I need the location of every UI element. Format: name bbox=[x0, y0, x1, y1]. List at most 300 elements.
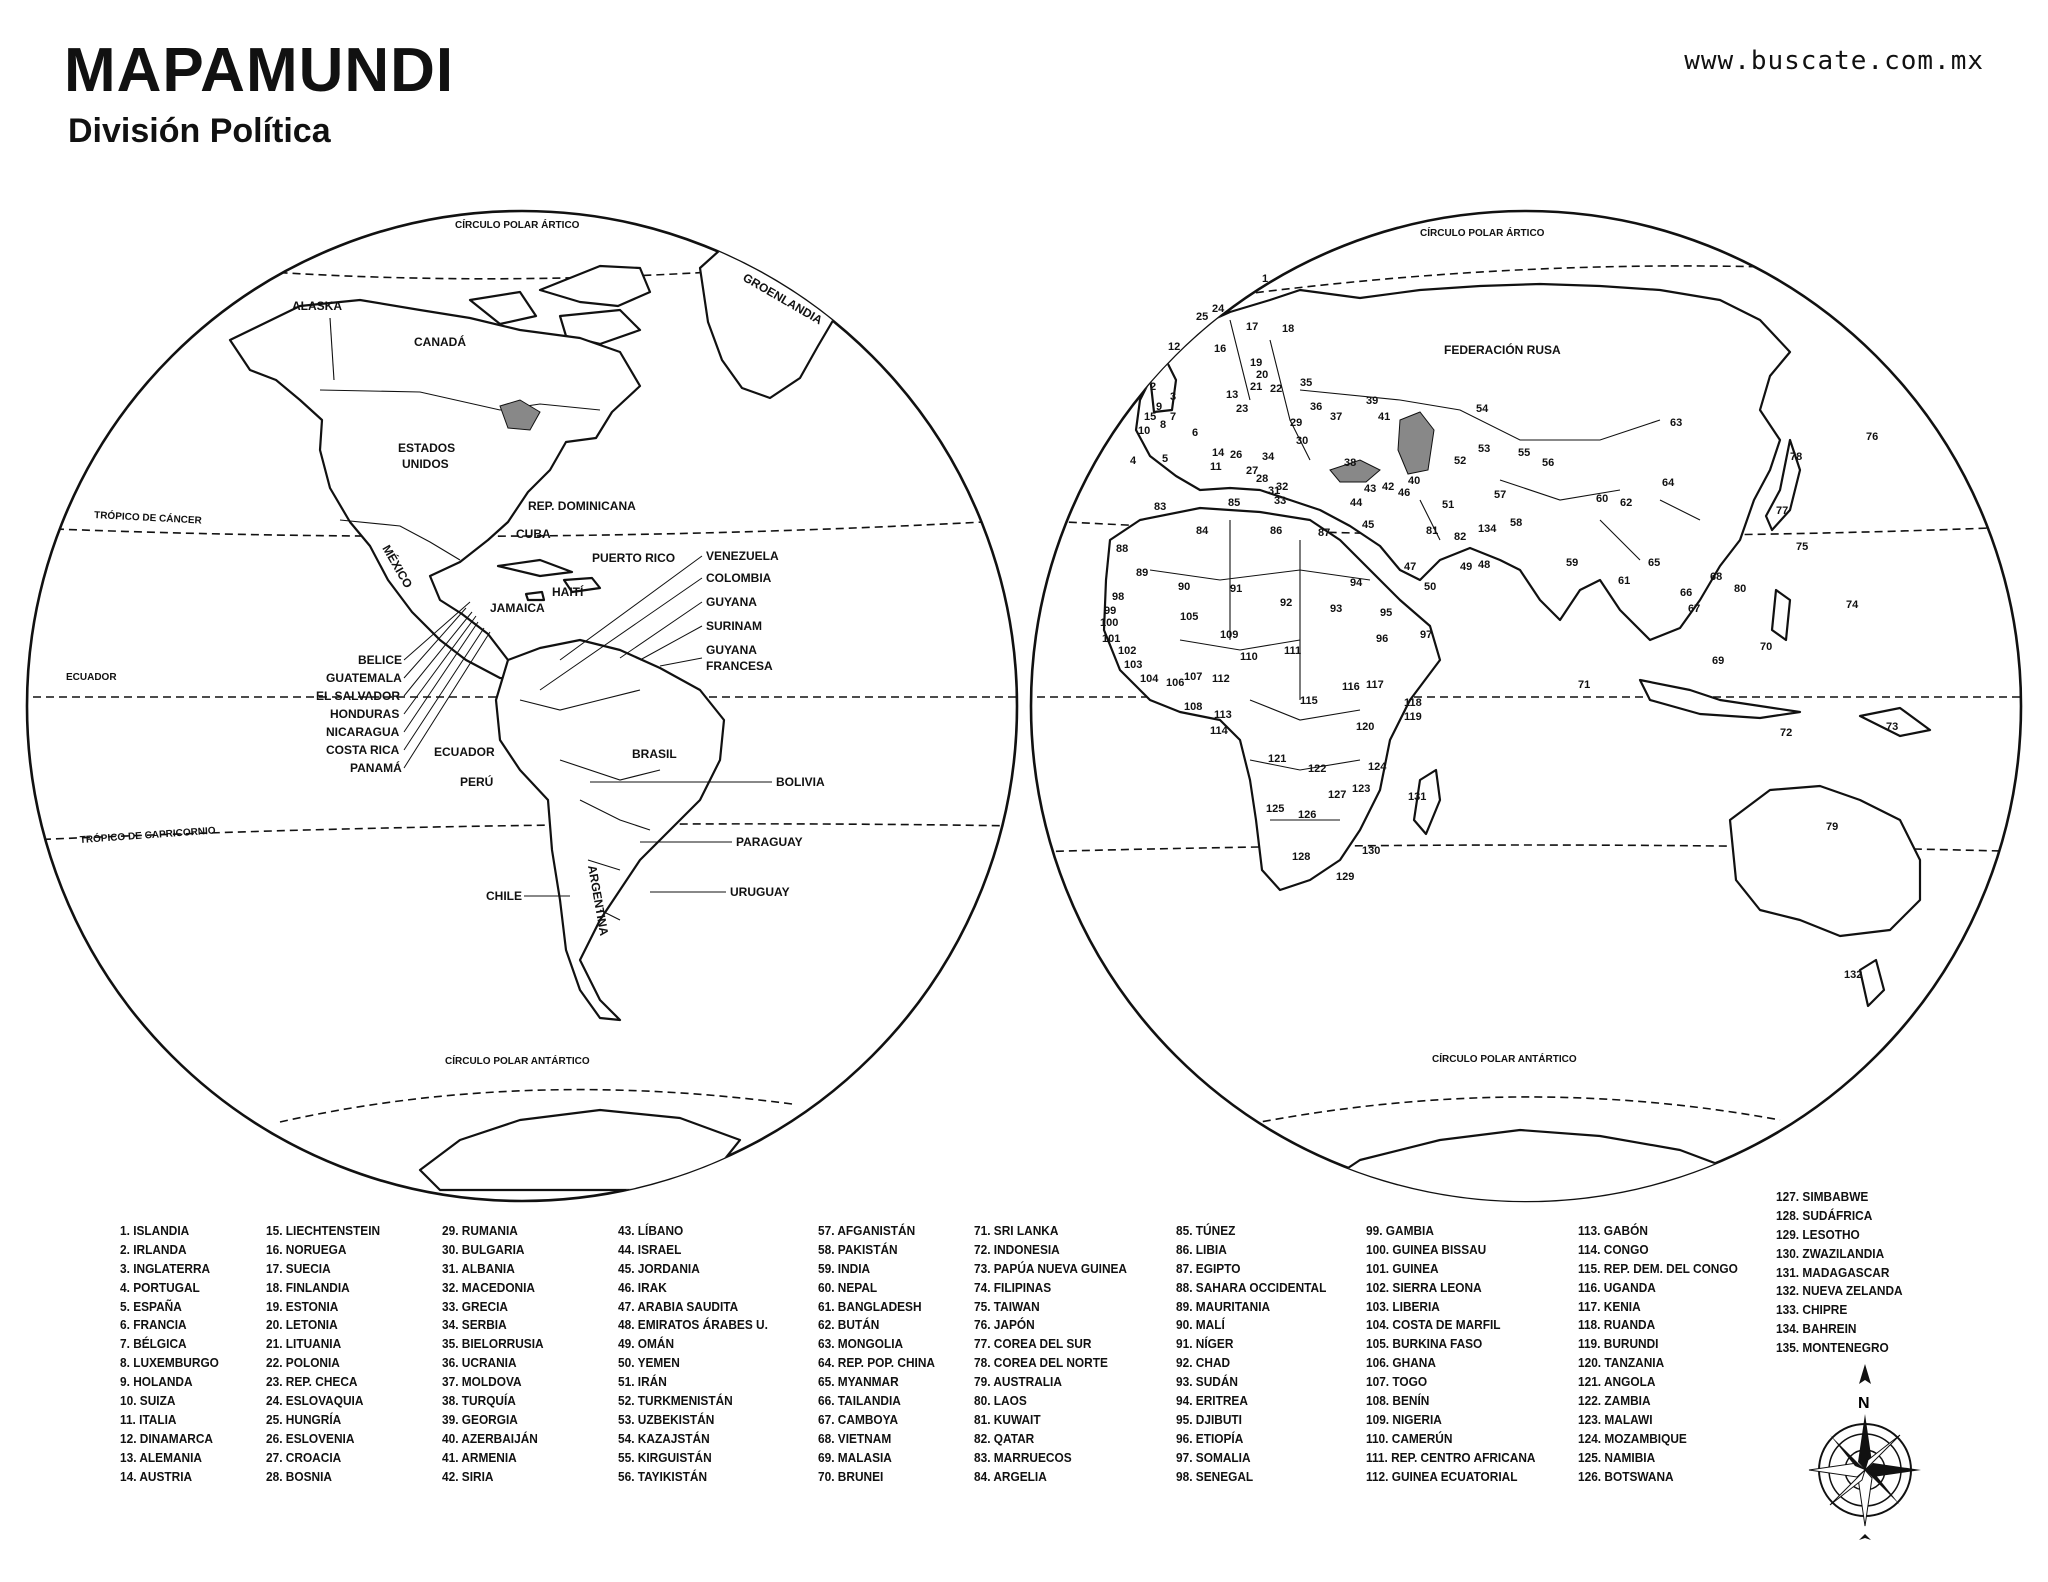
country-number-marker: 94 bbox=[1350, 577, 1363, 589]
country-number-marker: 16 bbox=[1214, 343, 1227, 355]
north-america-shape bbox=[230, 300, 640, 680]
legend-item: 61. BANGLADESH bbox=[818, 1298, 922, 1314]
country-number-marker: 53 bbox=[1478, 443, 1491, 455]
legend-item: 130. ZWAZILANDIA bbox=[1776, 1245, 1885, 1261]
colombia-label: COLOMBIA bbox=[706, 571, 772, 585]
legend-item: 36. UCRANIA bbox=[442, 1355, 517, 1371]
legend-item: 37. MOLDOVA bbox=[442, 1374, 522, 1390]
country-number-marker: 37 bbox=[1330, 411, 1343, 423]
french-guiana-label-line2: FRANCESA bbox=[706, 659, 773, 673]
legend-item: 26. ESLOVENIA bbox=[266, 1430, 355, 1446]
country-number-marker: 55 bbox=[1518, 447, 1531, 459]
country-number-marker: 1 bbox=[1262, 273, 1269, 285]
country-number-marker: 9 bbox=[1156, 401, 1163, 413]
country-number-marker: 58 bbox=[1510, 517, 1523, 529]
country-number-marker: 85 bbox=[1228, 497, 1241, 509]
country-number-marker: 122 bbox=[1308, 763, 1327, 775]
legend-item: 41. ARMENIA bbox=[442, 1449, 517, 1465]
legend-item: 75. TAIWAN bbox=[974, 1298, 1040, 1314]
guatemala-label: GUATEMALA bbox=[326, 671, 402, 685]
country-number-marker: 47 bbox=[1404, 561, 1417, 573]
belize-label: BELICE bbox=[358, 653, 403, 667]
legend-item: 47. ARABIA SAUDITA bbox=[618, 1298, 739, 1314]
legend-item: 25. HUNGRÍA bbox=[266, 1411, 342, 1427]
legend-item: 9. HOLANDA bbox=[120, 1374, 193, 1390]
compass-rose-icon bbox=[1800, 1362, 1930, 1542]
country-number-marker: 110 bbox=[1240, 651, 1258, 663]
country-number-marker: 4 bbox=[1130, 455, 1137, 467]
legend-item: 65. MYANMAR bbox=[818, 1374, 899, 1390]
country-number-marker: 13 bbox=[1226, 389, 1239, 401]
country-number-marker: 127 bbox=[1328, 789, 1347, 801]
legend-item: 4. PORTUGAL bbox=[120, 1279, 200, 1295]
legend-item: 102. SIERRA LEONA bbox=[1366, 1279, 1482, 1295]
legend-item: 122. ZAMBIA bbox=[1578, 1393, 1651, 1409]
country-number-marker: 69 bbox=[1712, 655, 1725, 667]
legend-item: 95. DJIBUTI bbox=[1176, 1411, 1242, 1427]
country-number-marker: 96 bbox=[1376, 633, 1389, 645]
legend-item: 101. GUINEA bbox=[1366, 1260, 1439, 1276]
guyana-label: GUYANA bbox=[706, 595, 757, 609]
country-number-marker: 62 bbox=[1620, 497, 1633, 509]
country-number-marker: 25 bbox=[1196, 311, 1209, 323]
country-number-marker: 131 bbox=[1408, 791, 1427, 803]
country-number-marker: 89 bbox=[1136, 567, 1149, 579]
country-number-marker: 20 bbox=[1256, 369, 1269, 381]
legend-item: 49. OMÁN bbox=[618, 1336, 675, 1352]
uruguay-label: URUGUAY bbox=[730, 885, 790, 899]
greenland-label: GROENLANDIA bbox=[740, 270, 825, 328]
paraguay-label: PARAGUAY bbox=[736, 835, 803, 849]
country-number-marker: 75 bbox=[1796, 541, 1809, 553]
country-number-marker: 10 bbox=[1138, 425, 1151, 437]
legend-item: 20. LETONIA bbox=[266, 1317, 338, 1333]
philippines-shape bbox=[1772, 590, 1790, 640]
country-number-marker: 60 bbox=[1596, 493, 1609, 505]
legend-column-2 bbox=[266, 1222, 380, 1486]
legend-item: 32. MACEDONIA bbox=[442, 1279, 535, 1295]
country-number-marker: 120 bbox=[1356, 721, 1375, 733]
legend-item: 85. TÚNEZ bbox=[1176, 1223, 1236, 1238]
country-number-marker: 77 bbox=[1776, 505, 1789, 517]
country-number-marker: 128 bbox=[1292, 851, 1311, 863]
legend-item: 113. GABÓN bbox=[1578, 1223, 1648, 1238]
legend-item: 23. REP. CHECA bbox=[266, 1374, 358, 1390]
legend-item: 117. KENIA bbox=[1578, 1298, 1641, 1314]
country-number-marker: 82 bbox=[1454, 531, 1467, 543]
legend-item: 21. LITUANIA bbox=[266, 1336, 342, 1352]
legend-column-6 bbox=[974, 1222, 1127, 1486]
legend-item: 29. RUMANIA bbox=[442, 1223, 518, 1238]
legend-item: 16. NORUEGA bbox=[266, 1241, 347, 1257]
legend-item: 92. CHAD bbox=[1176, 1355, 1231, 1371]
country-number-marker: 72 bbox=[1780, 727, 1793, 739]
country-number-marker: 101 bbox=[1102, 633, 1121, 645]
country-number-marker: 11 bbox=[1210, 461, 1222, 473]
country-number-marker: 79 bbox=[1826, 821, 1839, 833]
country-number-marker: 73 bbox=[1886, 721, 1899, 733]
legend-item: 22. POLONIA bbox=[266, 1355, 340, 1371]
tropic-capricorn-label: TRÓPICO DE CAPRICORNIO bbox=[79, 825, 217, 846]
legend-item: 84. ARGELIA bbox=[974, 1468, 1047, 1484]
legend-item: 114. CONGO bbox=[1578, 1241, 1649, 1257]
legend-item: 44. ISRAEL bbox=[618, 1241, 682, 1257]
legend-item: 105. BURKINA FASO bbox=[1366, 1336, 1483, 1352]
legend-item: 126. BOTSWANA bbox=[1578, 1468, 1674, 1484]
country-number-marker: 18 bbox=[1282, 323, 1295, 335]
argentina-label: ARGENTINA bbox=[585, 864, 612, 937]
country-number-marker: 129 bbox=[1336, 871, 1355, 883]
iceland-shape bbox=[1120, 282, 1156, 300]
legend-item: 134. BAHREIN bbox=[1776, 1321, 1857, 1337]
country-number-marker: 90 bbox=[1178, 581, 1191, 593]
legend-item: 73. PAPÚA NUEVA GUINEA bbox=[974, 1260, 1127, 1276]
legend-column-10 bbox=[1776, 1188, 1903, 1358]
legend-item: 63. MONGOLIA bbox=[818, 1336, 904, 1352]
legend-item: 77. COREA DEL SUR bbox=[974, 1336, 1092, 1352]
legend-item: 132. NUEVA ZELANDA bbox=[1776, 1283, 1903, 1299]
country-number-marker: 103 bbox=[1124, 659, 1143, 671]
country-number-marker: 68 bbox=[1710, 571, 1723, 583]
french-guiana-label-line1: GUYANA bbox=[706, 643, 757, 657]
indonesia-shape bbox=[1640, 680, 1800, 718]
usa-label-line2: UNIDOS bbox=[402, 457, 449, 471]
ecuador-country-label: ECUADOR bbox=[434, 745, 495, 759]
panama-label: PANAMÁ bbox=[350, 761, 402, 775]
legend-item: 10. SUIZA bbox=[120, 1393, 176, 1409]
legend-item: 30. BULGARIA bbox=[442, 1241, 525, 1257]
equator-label-west: ECUADOR bbox=[66, 672, 117, 683]
country-number-marker: 65 bbox=[1648, 557, 1661, 569]
legend-item: 120. TANZANIA bbox=[1578, 1355, 1665, 1371]
legend-item: 62. BUTÁN bbox=[818, 1317, 880, 1333]
legend-item: 40. AZERBAIJÁN bbox=[442, 1430, 538, 1446]
country-number-marker: 52 bbox=[1454, 455, 1467, 467]
peru-label: PERÚ bbox=[460, 775, 494, 789]
legend-item: 68. VIETNAM bbox=[818, 1430, 892, 1446]
legend-item: 54. KAZAJSTÁN bbox=[618, 1430, 710, 1446]
country-number-marker: 61 bbox=[1618, 575, 1631, 587]
legend-item: 45. JORDANIA bbox=[618, 1260, 700, 1276]
new-zealand-shape bbox=[1860, 960, 1884, 1006]
legend-item: 76. JAPÓN bbox=[974, 1317, 1035, 1333]
dominican-republic-label: REP. DOMINICANA bbox=[528, 499, 636, 513]
jamaica-label: JAMAICA bbox=[490, 601, 545, 615]
country-number-marker: 7 bbox=[1170, 411, 1177, 423]
cuba-label: CUBA bbox=[516, 527, 551, 541]
legend-item: 86. LIBIA bbox=[1176, 1241, 1227, 1257]
country-number-marker: 81 bbox=[1426, 525, 1439, 537]
legend-item: 69. MALASIA bbox=[818, 1449, 892, 1465]
mexico-label: MÉXICO bbox=[379, 542, 416, 591]
legend-item: 128. SUDÁFRICA bbox=[1776, 1207, 1873, 1223]
legend-item: 59. INDIA bbox=[818, 1260, 871, 1276]
bolivia-label: BOLIVIA bbox=[776, 775, 825, 789]
country-number-marker: 24 bbox=[1212, 303, 1225, 315]
country-number-marker: 116 bbox=[1342, 681, 1360, 693]
country-number-marker: 8 bbox=[1160, 419, 1167, 431]
legend-item: 46. IRAK bbox=[618, 1279, 667, 1295]
legend-item: 118. RUANDA bbox=[1578, 1317, 1656, 1333]
country-number-marker: 19 bbox=[1250, 357, 1263, 369]
legend-item: 38. TURQUÍA bbox=[442, 1393, 516, 1409]
country-number-marker: 36 bbox=[1310, 401, 1323, 413]
legend-item: 28. BOSNIA bbox=[266, 1468, 332, 1484]
country-number-marker: 44 bbox=[1350, 497, 1363, 509]
legend-item: 96. ETIOPÍA bbox=[1176, 1430, 1244, 1446]
country-number-marker: 114 bbox=[1210, 725, 1228, 737]
legend-item: 50. YEMEN bbox=[618, 1355, 680, 1371]
country-number-marker: 92 bbox=[1280, 597, 1293, 609]
country-number-marker: 111 bbox=[1284, 645, 1302, 657]
legend-item: 71. SRI LANKA bbox=[974, 1223, 1059, 1238]
country-number-marker: 22 bbox=[1270, 383, 1283, 395]
country-number-marker: 83 bbox=[1154, 501, 1167, 513]
country-number-marker: 2 bbox=[1150, 381, 1157, 393]
legend-item: 88. SAHARA OCCIDENTAL bbox=[1176, 1279, 1327, 1295]
legend-item: 115. REP. DEM. DEL CONGO bbox=[1578, 1260, 1738, 1276]
country-number-marker: 86 bbox=[1270, 525, 1283, 537]
legend-item: 90. MALÍ bbox=[1176, 1317, 1225, 1333]
antarctica-east-shape bbox=[1300, 1130, 1800, 1210]
country-number-marker: 48 bbox=[1478, 559, 1491, 571]
country-number-marker: 107 bbox=[1184, 671, 1203, 683]
country-number-marker: 57 bbox=[1494, 489, 1507, 501]
legend-item: 57. AFGANISTÁN bbox=[818, 1223, 916, 1238]
cuba-shape bbox=[498, 560, 572, 576]
country-number-marker: 54 bbox=[1476, 403, 1489, 415]
antarctic-circle-label-west: CÍRCULO POLAR ANTÁRTICO bbox=[445, 1056, 590, 1067]
country-number-marker: 15 bbox=[1144, 411, 1157, 423]
map-subtitle: División Política bbox=[68, 112, 331, 150]
legend-item: 42. SIRIA bbox=[442, 1468, 494, 1484]
legend-item: 123. MALAWI bbox=[1578, 1411, 1653, 1427]
legend-item: 82. QATAR bbox=[974, 1430, 1035, 1446]
antarctic-circle-line-east bbox=[1250, 1097, 1780, 1124]
country-number-marker: 97 bbox=[1420, 629, 1433, 641]
country-number-marker: 93 bbox=[1330, 603, 1343, 615]
country-number-marker: 74 bbox=[1846, 599, 1859, 611]
legend-item: 124. MOZAMBIQUE bbox=[1578, 1430, 1687, 1446]
legend-item: 70. BRUNEI bbox=[818, 1468, 884, 1484]
country-number-marker: 106 bbox=[1166, 677, 1185, 689]
country-number-marker: 98 bbox=[1112, 591, 1125, 603]
legend-item: 34. SERBIA bbox=[442, 1317, 507, 1333]
legend-item: 103. LIBERIA bbox=[1366, 1298, 1440, 1314]
country-number-marker: 51 bbox=[1442, 499, 1455, 511]
legend-item: 52. TURKMENISTÁN bbox=[618, 1393, 733, 1409]
alaska-label: ALASKA bbox=[292, 299, 342, 313]
legend-item: 13. ALEMANIA bbox=[120, 1449, 202, 1465]
africa-shape bbox=[1104, 508, 1440, 890]
legend-item: 135. MONTENEGRO bbox=[1776, 1340, 1889, 1356]
country-number-marker: 50 bbox=[1424, 581, 1437, 593]
country-number-marker: 6 bbox=[1192, 427, 1199, 439]
usa-label-line1: ESTADOS bbox=[398, 441, 456, 455]
country-number-marker: 126 bbox=[1298, 809, 1317, 821]
country-number-marker: 125 bbox=[1266, 803, 1285, 815]
country-number-marker: 27 bbox=[1246, 465, 1259, 477]
country-number-marker: 17 bbox=[1246, 321, 1259, 333]
antarctica-west-shape bbox=[420, 1110, 740, 1190]
costa-rica-label: COSTA RICA bbox=[326, 743, 400, 757]
legend-item: 55. KIRGUISTÁN bbox=[618, 1449, 712, 1465]
legend-item: 19. ESTONIA bbox=[266, 1298, 339, 1314]
legend-item: 11. ITALIA bbox=[120, 1411, 177, 1427]
country-number-marker: 59 bbox=[1566, 557, 1579, 569]
legend-item: 6. FRANCIA bbox=[120, 1317, 187, 1333]
country-number-marker: 21 bbox=[1250, 381, 1263, 393]
tropic-cancer-label-west: TRÓPICO DE CÁNCER bbox=[93, 510, 203, 527]
legend-item: 89. MAURITANIA bbox=[1176, 1298, 1271, 1314]
arctic-circle-label-east: CÍRCULO POLAR ÁRTICO bbox=[1420, 228, 1545, 239]
canada-label: CANADÁ bbox=[414, 335, 466, 349]
country-number-marker: 104 bbox=[1140, 673, 1159, 685]
legend-item: 58. PAKISTÁN bbox=[818, 1241, 898, 1257]
chile-label: CHILE bbox=[486, 889, 522, 903]
el-salvador-label: EL SALVADOR bbox=[316, 689, 401, 703]
country-number-marker: 87 bbox=[1318, 527, 1331, 539]
legend-item: 97. SOMALIA bbox=[1176, 1449, 1251, 1465]
legend-item: 111. REP. CENTRO AFRICANA bbox=[1366, 1449, 1536, 1465]
legend-item: 129. LESOTHO bbox=[1776, 1226, 1860, 1242]
puerto-rico-label: PUERTO RICO bbox=[592, 551, 676, 565]
country-number-marker: 67 bbox=[1688, 603, 1701, 615]
legend-item: 116. UGANDA bbox=[1578, 1279, 1656, 1295]
legend-item: 106. GHANA bbox=[1366, 1355, 1436, 1371]
country-number-marker: 113 bbox=[1214, 709, 1232, 721]
legend-item: 33. GRECIA bbox=[442, 1298, 508, 1314]
arctic-circle-label-west: CÍRCULO POLAR ÁRTICO bbox=[455, 220, 580, 231]
website-label: www.buscate.com.mx bbox=[1684, 46, 1984, 76]
country-number-marker: 41 bbox=[1378, 411, 1391, 423]
legend-item: 78. COREA DEL NORTE bbox=[974, 1355, 1108, 1371]
legend-item: 99. GAMBIA bbox=[1366, 1223, 1434, 1238]
legend-column-7 bbox=[1176, 1222, 1326, 1486]
country-number-marker: 63 bbox=[1670, 417, 1683, 429]
jamaica-shape bbox=[526, 592, 544, 600]
country-number-marker: 88 bbox=[1116, 543, 1129, 555]
country-number-marker: 43 bbox=[1364, 483, 1377, 495]
legend-item: 53. UZBEKISTÁN bbox=[618, 1411, 715, 1427]
legend-item: 60. NEPAL bbox=[818, 1279, 878, 1295]
legend-item: 125. NAMIBIA bbox=[1578, 1449, 1656, 1465]
legend-item: 133. CHIPRE bbox=[1776, 1302, 1848, 1318]
country-number-marker: 12 bbox=[1168, 341, 1181, 353]
legend-item: 81. KUWAIT bbox=[974, 1411, 1041, 1427]
country-number-marker: 134 bbox=[1478, 523, 1497, 535]
country-number-marker: 105 bbox=[1180, 611, 1199, 623]
legend-item: 79. AUSTRALIA bbox=[974, 1374, 1062, 1390]
country-number-marker: 5 bbox=[1162, 453, 1169, 465]
legend-item: 7. BÉLGICA bbox=[120, 1336, 187, 1352]
legend-column-9 bbox=[1578, 1222, 1738, 1486]
legend-item: 98. SENEGAL bbox=[1176, 1468, 1254, 1484]
country-number-marker: 35 bbox=[1300, 377, 1313, 389]
country-number-marker: 132 bbox=[1844, 969, 1863, 981]
map-title: MAPAMUNDI bbox=[64, 36, 455, 105]
country-number-marker: 32 bbox=[1276, 481, 1289, 493]
country-number-marker: 38 bbox=[1344, 457, 1357, 469]
country-number-marker: 14 bbox=[1212, 447, 1225, 459]
country-number-marker: 3 bbox=[1170, 391, 1177, 403]
legend-column-4 bbox=[618, 1222, 768, 1486]
country-number-marker: 84 bbox=[1196, 525, 1209, 537]
legend-item: 119. BURUNDI bbox=[1578, 1336, 1659, 1352]
legend-item: 74. FILIPINAS bbox=[974, 1279, 1052, 1295]
legend-column-8 bbox=[1366, 1222, 1536, 1486]
legend-item: 24. ESLOVAQUIA bbox=[266, 1393, 364, 1409]
country-number-marker: 117 bbox=[1366, 679, 1384, 691]
country-number-marker: 23 bbox=[1236, 403, 1249, 415]
country-number-marker: 28 bbox=[1256, 473, 1269, 485]
legend-item: 27. CROACIA bbox=[266, 1449, 342, 1465]
legend-item: 31. ALBANIA bbox=[442, 1260, 515, 1276]
country-number-marker: 130 bbox=[1362, 845, 1381, 857]
country-number-marker: 71 bbox=[1578, 679, 1591, 691]
legend-column-5 bbox=[818, 1222, 935, 1486]
country-number-marker: 49 bbox=[1460, 561, 1473, 573]
country-number-marker: 119 bbox=[1404, 711, 1422, 723]
country-number-marker: 76 bbox=[1866, 431, 1879, 443]
country-number-marker: 115 bbox=[1300, 695, 1318, 707]
legend-item: 18. FINLANDIA bbox=[266, 1279, 350, 1295]
western-hemisphere bbox=[20, 211, 1024, 1201]
legend-item: 112. GUINEA ECUATORIAL bbox=[1366, 1468, 1518, 1484]
compass-north-label: N bbox=[1858, 1395, 1870, 1412]
legend-item: 1. ISLANDIA bbox=[120, 1223, 190, 1238]
country-number-marker: 29 bbox=[1290, 417, 1303, 429]
legend-item: 56. TAYIKISTÁN bbox=[618, 1468, 708, 1484]
country-number-marker: 30 bbox=[1296, 435, 1309, 447]
haiti-label: HAITÍ bbox=[552, 585, 584, 599]
country-number-marker: 31 bbox=[1268, 485, 1281, 497]
legend-item: 93. SUDÁN bbox=[1176, 1374, 1239, 1390]
country-number-marker: 118 bbox=[1404, 697, 1422, 709]
legend-item: 91. NÍGER bbox=[1176, 1336, 1234, 1352]
legend-item: 8. LUXEMBURGO bbox=[120, 1355, 219, 1371]
legend-item: 2. IRLANDA bbox=[120, 1241, 187, 1257]
country-number-marker: 39 bbox=[1366, 395, 1379, 407]
country-number-marker: 40 bbox=[1408, 475, 1421, 487]
country-number-marker: 123 bbox=[1352, 783, 1371, 795]
country-number-marker: 95 bbox=[1380, 607, 1393, 619]
country-number-marker: 99 bbox=[1104, 605, 1117, 617]
country-number-marker: 121 bbox=[1268, 753, 1287, 765]
country-number-marker: 109 bbox=[1220, 629, 1239, 641]
country-number-marker: 100 bbox=[1100, 617, 1119, 629]
antarctic-circle-label-east: CÍRCULO POLAR ANTÁRTICO bbox=[1432, 1054, 1577, 1065]
legend-item: 109. NIGERIA bbox=[1366, 1411, 1442, 1427]
country-number-marker: 124 bbox=[1368, 761, 1387, 773]
country-number-marker: 112 bbox=[1212, 673, 1230, 685]
legend-item: 67. CAMBOYA bbox=[818, 1411, 899, 1427]
country-number-marker: 91 bbox=[1230, 583, 1243, 595]
legend-item: 80. LAOS bbox=[974, 1393, 1027, 1409]
legend-item: 66. TAILANDIA bbox=[818, 1393, 901, 1409]
brazil-label: BRASIL bbox=[632, 747, 677, 761]
country-number-marker: 26 bbox=[1230, 449, 1243, 461]
legend-item: 131. MADAGASCAR bbox=[1776, 1264, 1890, 1280]
country-number-marker: 102 bbox=[1118, 645, 1137, 657]
australia-shape bbox=[1730, 786, 1920, 936]
arctic-circle-line-west bbox=[150, 252, 940, 279]
legend-item: 35. BIELORRUSIA bbox=[442, 1336, 544, 1352]
country-number-marker: 108 bbox=[1184, 701, 1203, 713]
nicaragua-label: NICARAGUA bbox=[326, 725, 400, 739]
russia-label: FEDERACIÓN RUSA bbox=[1444, 343, 1561, 357]
surinam-label: SURINAM bbox=[706, 619, 762, 633]
